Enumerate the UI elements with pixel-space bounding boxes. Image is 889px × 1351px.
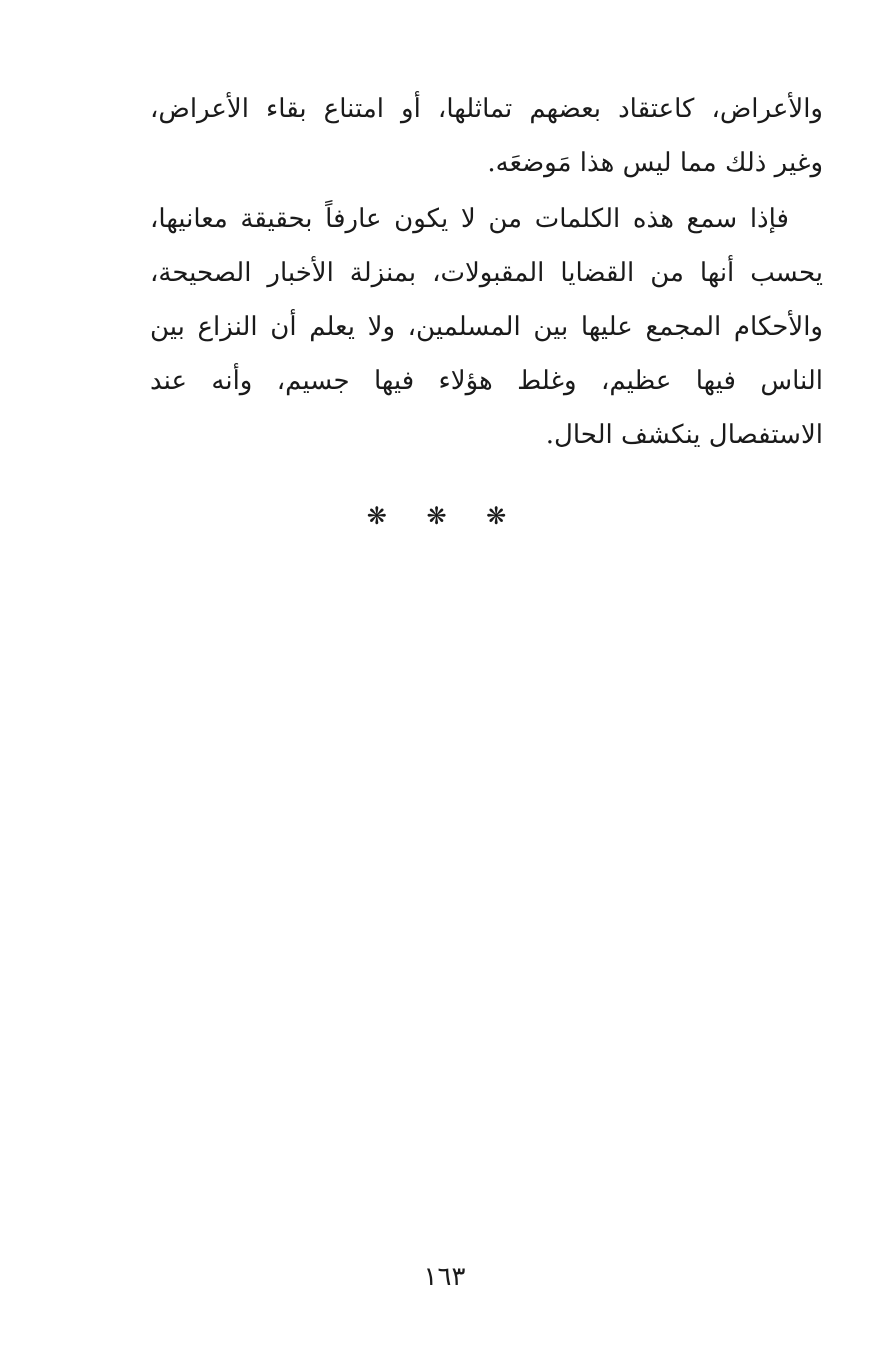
text-line: الناس فيها عظيم، وغلط هؤلاء فيها جسيم، وأنه عند xyxy=(150,366,823,396)
text-line: يحسب أنها من القضايا المقبولات، بمنزلة الأخبار الصحيحة، xyxy=(150,258,823,288)
section-separator: ❋ ❋ ❋ xyxy=(366,502,523,530)
body-text xyxy=(150,82,823,462)
text-line: فإذا سمع هذه الكلمات من لا يكون عارفاً بحقيقة معانيها، xyxy=(150,204,789,234)
text-line: والأعراض، كاعتقاد بعضهم تماثلها، أو امتناع بقاء الأعراض، xyxy=(150,94,823,124)
text-line: والأحكام المجمع عليها بين المسلمين، ولا يعلم أن النزاع بين xyxy=(150,312,823,342)
text-line: وغير ذلك مما ليس هذا مَوضعَه. xyxy=(487,148,823,178)
paragraph-2 xyxy=(150,192,823,462)
text-line: الاستفصال ينكشف الحال. xyxy=(545,420,823,450)
page-number: ١٦٣ xyxy=(423,1262,466,1292)
paragraph-1 xyxy=(150,82,823,190)
